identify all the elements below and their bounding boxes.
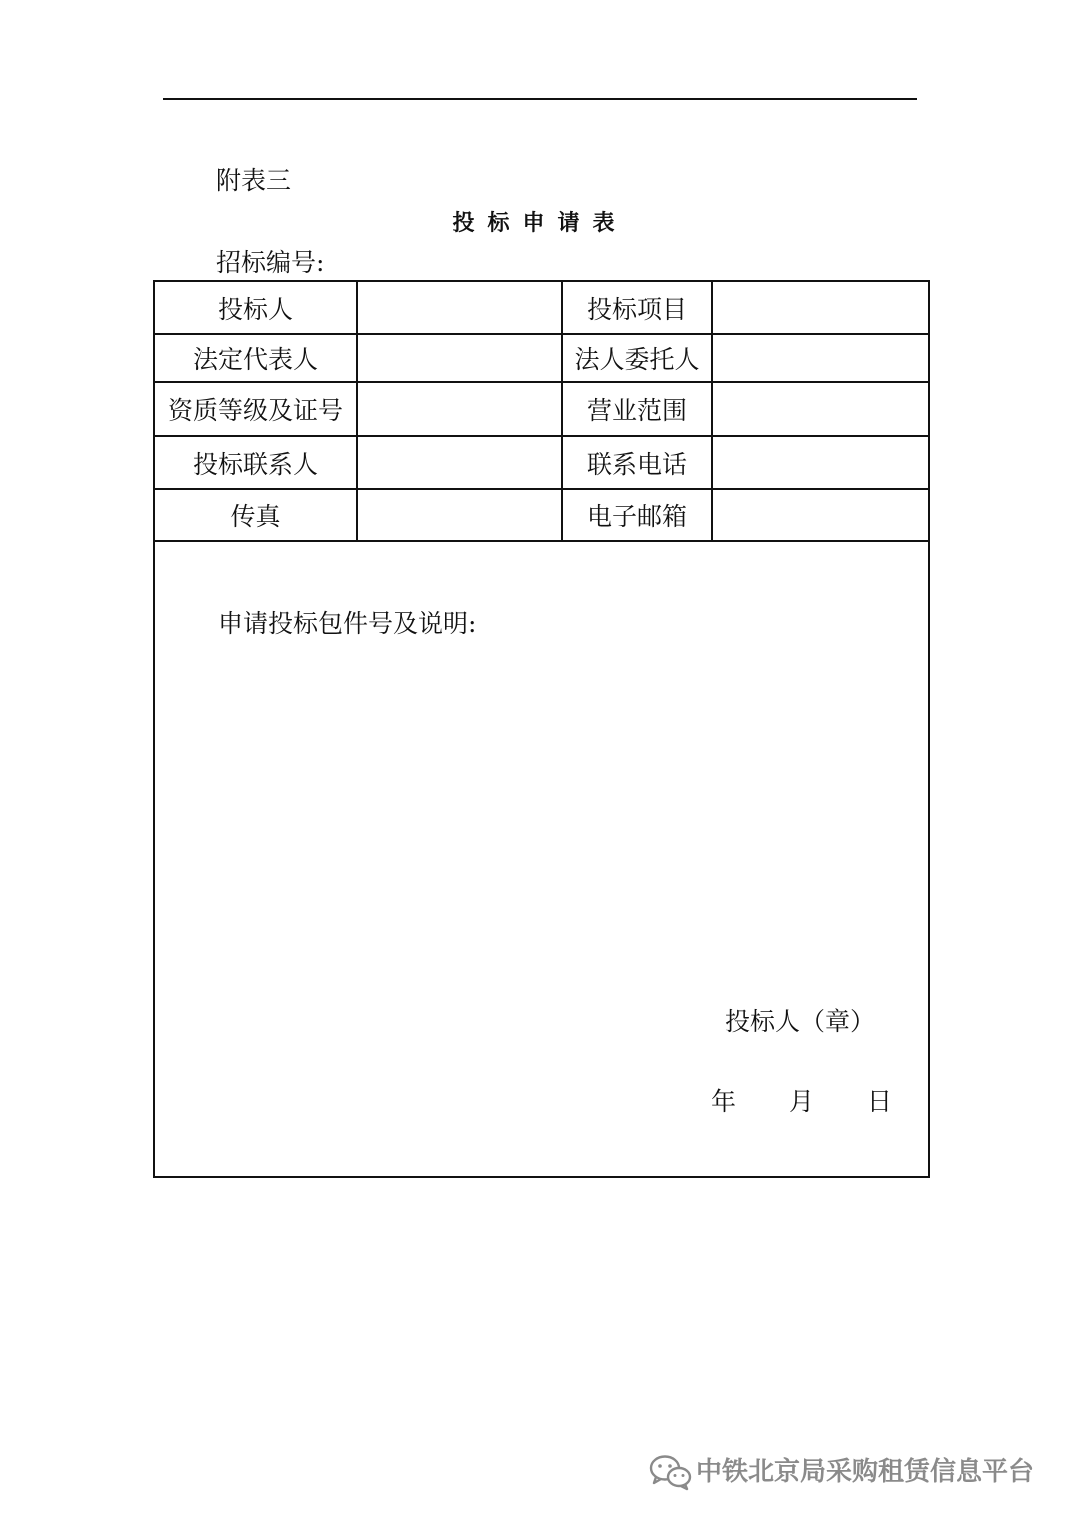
wechat-icon <box>648 1452 694 1492</box>
bid-number-label: 招标编号: <box>216 248 325 277</box>
application-area[interactable] <box>154 541 929 1177</box>
header-rule <box>163 98 917 100</box>
label-fax: 传真 <box>154 489 357 541</box>
form-row-qualification <box>154 382 929 436</box>
label-phone: 联系电话 <box>562 436 712 489</box>
label-qualification: 资质等级及证号 <box>154 382 357 436</box>
application-form-table <box>153 280 930 1178</box>
seal-label: 投标人（章） <box>725 1007 876 1036</box>
field-qualification[interactable] <box>357 382 562 436</box>
field-contact-person[interactable] <box>357 436 562 489</box>
label-email: 电子邮箱 <box>562 489 712 541</box>
label-legal-representative: 法定代表人 <box>154 334 357 382</box>
field-bid-project[interactable] <box>712 281 929 334</box>
application-label: 申请投标包件号及说明: <box>218 609 477 638</box>
field-email[interactable] <box>712 489 929 541</box>
form-row-fax <box>154 489 929 541</box>
label-business-scope: 营业范围 <box>562 382 712 436</box>
label-bidder: 投标人 <box>154 281 357 334</box>
field-bidder[interactable] <box>357 281 562 334</box>
date-month: 月 <box>789 1087 815 1116</box>
date-day: 日 <box>867 1087 893 1116</box>
label-authorized-agent: 法人委托人 <box>562 334 712 382</box>
date-year: 年 <box>711 1087 737 1116</box>
field-authorized-agent[interactable] <box>712 334 929 382</box>
label-bid-project: 投标项目 <box>562 281 712 334</box>
appendix-label: 附表三 <box>216 166 292 195</box>
field-legal-representative[interactable] <box>357 334 562 382</box>
watermark-text: 中铁北京局采购租赁信息平台 <box>696 1457 1035 1487</box>
field-phone[interactable] <box>712 436 929 489</box>
form-row-representative <box>154 334 929 382</box>
form-row-application <box>154 541 929 1177</box>
field-fax[interactable] <box>357 489 562 541</box>
field-business-scope[interactable] <box>712 382 929 436</box>
form-row-contact <box>154 436 929 489</box>
form-title: 投标申请表 <box>452 210 628 236</box>
label-contact-person: 投标联系人 <box>154 436 357 489</box>
form-row-bidder <box>154 281 929 334</box>
